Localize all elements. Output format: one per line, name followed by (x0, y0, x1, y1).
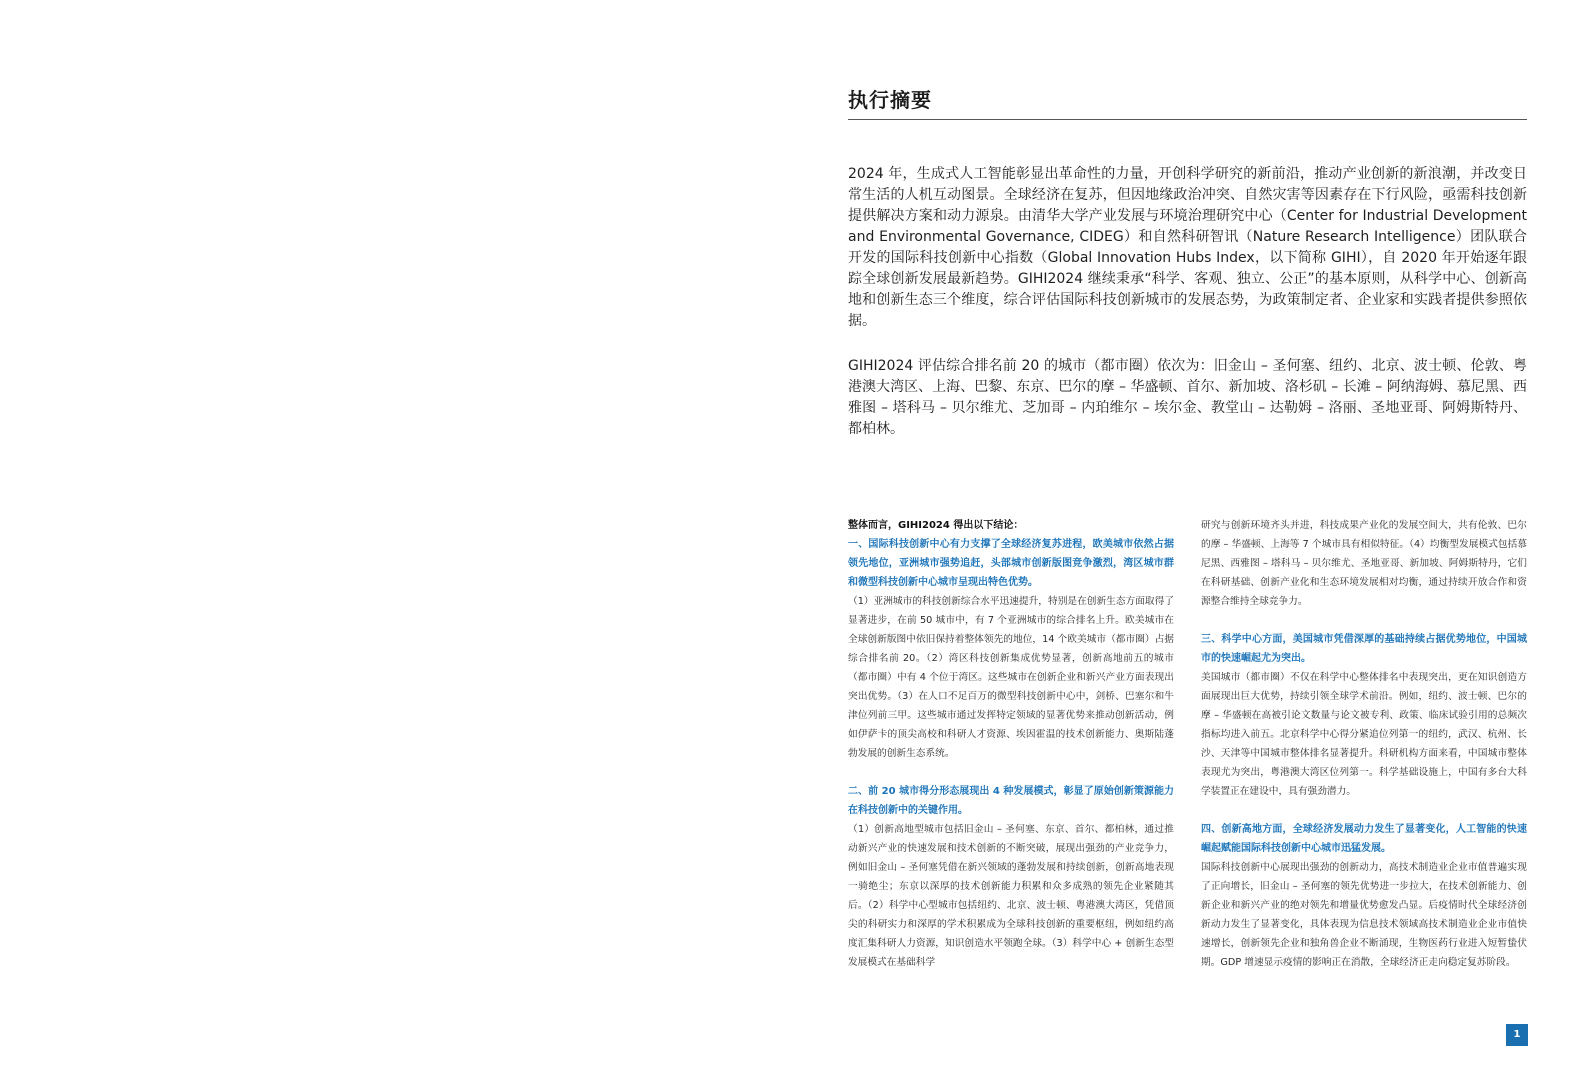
left-column (848, 516, 1174, 972)
spacer (848, 763, 1174, 782)
section-2-body: （1）创新高地型城市包括旧金山 – 圣何塞、东京、首尔、都柏林，通过推动新兴产业的快速发展和技术创新的不断突破，展现出强劲的产业竞争力，例如旧金山 – 圣何塞凭借在新兴领域的蓬勃发展和持续创新，创新高地表现一骑绝尘；东京以深厚的技术创新能力积累和众多成熟的领先企业紧随其后。（2）科学中心型城市包括纽约、北京、波士顿、粤港澳大湾区，凭借顶尖的科研实力和深厚的学术积累成为全球科技创新的重要枢纽，例如纽约高度汇集科研人力资源，知识创造水平领跑全球。（3）科学中心 + 创新生态型发展模式在基础科学 (848, 824, 1174, 968)
section-3-heading: 三、科学中心方面，美国城市凭借深厚的基础持续占据优势地位，中国城市的快速崛起尤为突出。 (1201, 634, 1527, 664)
section-2-body-continued: 研究与创新环境齐头并进，科技成果产业化的发展空间大，共有伦敦、巴尔的摩 – 华盛顿、上海等 7 个城市具有相似特征。（4）均衡型发展模式包括慕尼黑、西雅图 – 塔科马 – 贝尔维尤、圣地亚哥、新加坡、阿姆斯特丹，它们在科研基础、创新产业化和生态环境发展相对均衡，通过持续开放合作和资源整合维持全球竞争力。 (1201, 520, 1527, 607)
page-title: 执行摘要 (848, 88, 932, 112)
intro-paragraph-2: GIHI2024 评估综合排名前 20 的城市（都市圈）依次为：旧金山 – 圣何塞、纽约、北京、波士顿、伦敦、粤港澳大湾区、上海、巴黎、东京、巴尔的摩 – 华盛顿、首尔、新加坡、洛杉矶 – 长滩 – 阿纳海姆、慕尼黑、西雅图 – 塔科马 – 贝尔维尤、芝加哥 – 内珀维尔 – 埃尔金、教堂山 – 达勒姆 – 洛丽、圣地亚哥、阿姆斯特丹、都柏林。 (848, 358, 1527, 437)
page-number-badge: 1 (1506, 1024, 1528, 1046)
section-4-body: 国际科技创新中心展现出强劲的创新动力，高技术制造业企业市值普遍实现了正向增长，旧金山 – 圣何塞的领先优势进一步拉大，在技术创新能力、创新企业和新兴产业的绝对领先和增量优势愈发凸显。后疫情时代全球经济创新动力发生了显著变化，具体表现为信息技术领域高技术制造业企业市值快速增长，创新领先企业和独角兽企业不断涌现，生物医药行业进入短暂蛰伏期。GDP 增速显示疫情的影响正在消散，全球经济正走向稳定复苏阶段。 (1201, 862, 1527, 968)
right-column (1201, 516, 1527, 972)
section-1-body: （1）亚洲城市的科技创新综合水平迅速提升，特别是在创新生态方面取得了显著进步，在前 50 城市中，有 7 个亚洲城市的综合排名上升。欧美城市在全球创新版图中依旧保持着整体领先的地位，14 个欧美城市（都市圈）占据综合排名前 20。（2）湾区科技创新集成优势显著，创新高地前五的城市（都市圈）中有 4 个位于湾区。这些城市在创新企业和新兴产业方面表现出突出优势。（3）在人口不足百万的微型科技创新中心中，剑桥、巴塞尔和牛津位列前三甲。这些城市通过发挥特定领域的显著优势来推动创新活动，例如伊萨卡的顶尖高校和科研人才资源、埃因霍温的技术创新能力、奥斯陆蓬勃发展的创新生态系统。 (848, 596, 1174, 759)
section-3-body: 美国城市（都市圈）不仅在科学中心整体排名中表现突出，更在知识创造方面展现出巨大优势，持续引领全球学术前沿。例如，纽约、波士顿、巴尔的摩 – 华盛顿在高被引论文数量与论文被专利、政策、临床试验引用的总频次指标均进入前五。北京科学中心得分紧追位列第一的纽约，武汉、杭州、长沙、天津等中国城市整体排名显著提升。科研机构方面来看，中国城市整体表现尤为突出，粤港澳大湾区位列第一。科学基础设施上，中国有多台大科学装置正在建设中，具有强劲潜力。 (1201, 672, 1527, 797)
section-4-heading: 四、创新高地方面，全球经济发展动力发生了显著变化，人工智能的快速崛起赋能国际科技创新中心城市迅猛发展。 (1201, 824, 1527, 854)
spacer (1201, 801, 1527, 820)
title-divider (848, 119, 1527, 120)
section-1-heading: 一、国际科技创新中心有力支撑了全球经济复苏进程，欧美城市依然占据领先地位，亚洲城市强势追赶，头部城市创新版图竞争激烈，湾区城市群和微型科技创新中心城市呈现出特色优势。 (848, 539, 1174, 588)
spacer (1201, 611, 1527, 630)
section-2-heading: 二、前 20 城市得分形态展现出 4 种发展模式，彰显了原始创新策源能力在科技创新中的关键作用。 (848, 786, 1174, 816)
intro-paragraph-1: 2024 年，生成式人工智能彰显出革命性的力量，开创科学研究的新前沿，推动产业创新的新浪潮，并改变日常生活的人机互动图景。全球经济在复苏，但因地缘政治冲突、自然灾害等因素存在下行风险，亟需科技创新提供解决方案和动力源泉。由清华大学产业发展与环境治理研究中心（Center for Industrial Development and Environmental Governance, CIDEG）和自然科研智讯（Nature Research Intelligence）团队联合开发的国际科技创新中心指数（Global Innovation Hubs Index，以下简称 GIHI），自 2020 年开始逐年跟踪全球创新发展最新趋势。GIHI2024 继续秉承“科学、客观、独立、公正”的基本原则，从科学中心、创新高地和创新生态三个维度，综合评估国际科技创新城市的发展态势，为政策制定者、企业家和实践者提供参照依据。 (848, 166, 1527, 329)
conclusions-lead: 整体而言，GIHI2024 得出以下结论： (848, 520, 1024, 531)
